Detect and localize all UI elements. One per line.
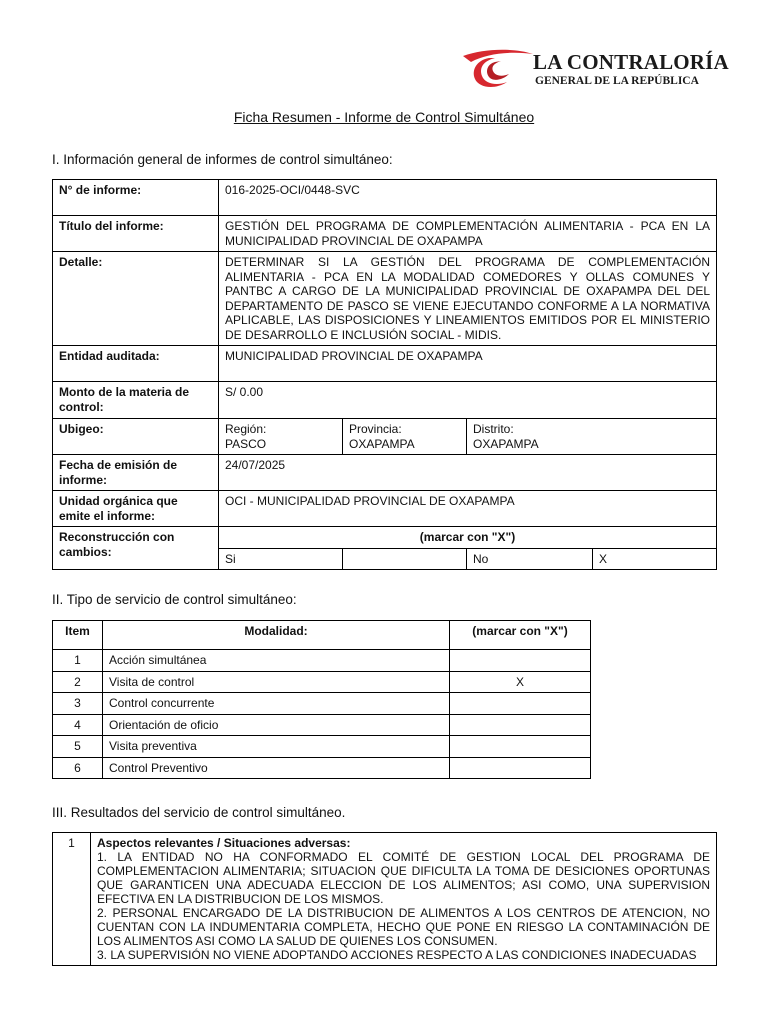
region-value: PASCO (225, 436, 267, 451)
row-modalidad: Orientación de oficio (103, 714, 450, 736)
row-modalidad: Control concurrente (103, 693, 450, 715)
general-info-table (52, 179, 717, 570)
distrito-label: Distrito: (473, 422, 514, 436)
service-type-header (53, 621, 591, 650)
results-table (52, 832, 717, 966)
provincia-value: OXAPAMPA (349, 436, 415, 451)
value-entidad: MUNICIPALIDAD PROVINCIAL DE OXAPAMPA (219, 346, 717, 382)
table-row (53, 693, 591, 715)
value-unidad: OCI - MUNICIPALIDAD PROVINCIAL DE OXAPAMPA (219, 491, 717, 527)
table-row (53, 736, 591, 758)
row-modalidad: Acción simultánea (103, 650, 450, 672)
ubigeo-provincia (343, 419, 467, 455)
service-type-table (52, 620, 591, 779)
value-titulo: GESTIÓN DEL PROGRAMA DE COMPLEMENTACIÓN ALIMENTARIA - PCA EN LA MUNICIPALIDAD PROVINCIAL DE OXAPAMPA (219, 216, 717, 252)
row-marca (450, 757, 591, 779)
header-marca: (marcar con "X") (450, 621, 591, 650)
label-fecha: Fecha de emisión de informe: (53, 455, 219, 491)
contraloria-emblem-icon (455, 46, 535, 94)
row-detalle (53, 252, 717, 346)
label-unidad: Unidad orgánica que emite el informe: (53, 491, 219, 527)
row-fecha (53, 455, 717, 491)
table-row (53, 671, 591, 693)
results-point: 1. LA ENTIDAD NO HA CONFORMADO EL COMITÉ DE GESTION LOCAL DEL PROGRAMA DE COMPLEMENTACION ALIMENTARIA; SITUACION QUE DIFICULTA LA TOMA DE DESICIONES OPORTUNAS QUE GARANTICEN UNA ADECUADA ELECCION DE LOS ALIMENTOS; ASI COMO, UNA SUPERVISION EFECTIVA EN LA DISTRIBUCION DE LOS MISMOS. (97, 850, 710, 906)
section2-heading: II. Tipo de servicio de control simultáneo: (52, 592, 297, 607)
contraloria-logo (455, 46, 729, 94)
row-item: 1 (53, 650, 103, 672)
value-fecha: 24/07/2025 (219, 455, 717, 491)
row-unidad (53, 491, 717, 527)
option-no-label: No (467, 548, 593, 570)
ubigeo-region (219, 419, 343, 455)
results-item-number: 1 (53, 833, 91, 966)
provincia-label: Provincia: (349, 422, 402, 436)
row-item: 4 (53, 714, 103, 736)
label-numero: N° de informe: (53, 180, 219, 216)
row-modalidad: Visita de control (103, 671, 450, 693)
row-marca (450, 693, 591, 715)
value-monto: S/ 0.00 (219, 382, 717, 419)
row-item: 2 (53, 671, 103, 693)
value-numero: 016-2025-OCI/0448-SVC (219, 180, 717, 216)
option-si-label: Si (219, 548, 343, 570)
row-item: 5 (53, 736, 103, 758)
table-row (53, 757, 591, 779)
row-marca: X (450, 671, 591, 693)
label-ubigeo: Ubigeo: (53, 419, 219, 455)
row-modalidad: Control Preventivo (103, 757, 450, 779)
row-marca (450, 650, 591, 672)
option-si-mark (343, 548, 467, 570)
header-modalidad: Modalidad: (103, 621, 450, 650)
label-titulo: Título del informe: (53, 216, 219, 252)
row-marca (450, 736, 591, 758)
document-title: Ficha Resumen - Informe de Control Simultáneo (233, 109, 535, 125)
row-numero (53, 180, 717, 216)
label-detalle: Detalle: (53, 252, 219, 346)
row-titulo (53, 216, 717, 252)
results-content (91, 833, 717, 966)
results-subheading: Aspectos relevantes / Situaciones adversas: (97, 836, 351, 850)
row-modalidad: Visita preventiva (103, 736, 450, 758)
section1-heading: I. Información general de informes de control simultáneo: (52, 152, 393, 167)
label-monto: Monto de la materia de control: (53, 382, 219, 419)
row-entidad (53, 346, 717, 382)
row-ubigeo (53, 419, 717, 455)
table-row (53, 714, 591, 736)
option-no-mark: X (593, 548, 717, 570)
region-label: Región: (225, 422, 267, 436)
results-point: 2. PERSONAL ENCARGADO DE LA DISTRIBUCION DE ALIMENTOS A LOS CENTROS DE ATENCION, NO CUENTAN CON LA INDUMENTARIA COMPLETA, HECHO QUE PONE EN RIESGO LA CONTAMINACIÓN DE LOS ALIMENTOS ASI COMO LA SALUD DE QUIENES LOS CONSUMEN. (97, 906, 710, 948)
results-point: 3. LA SUPERVISIÓN NO VIENE ADOPTANDO ACCIONES RESPECTO A LAS CONDICIONES INADECUADAS (97, 948, 697, 962)
logo-title: LA CONTRALORÍA (533, 50, 729, 74)
header-item: Item (53, 621, 103, 650)
row-monto (53, 382, 717, 419)
ubigeo-distrito (467, 419, 717, 455)
distrito-value: OXAPAMPA (473, 436, 539, 451)
reconstruccion-mark-header: (marcar con "X") (219, 527, 717, 549)
results-row (53, 833, 717, 966)
label-entidad: Entidad auditada: (53, 346, 219, 382)
row-marca (450, 714, 591, 736)
value-detalle: DETERMINAR SI LA GESTIÓN DEL PROGRAMA DE COMPLEMENTACIÓN ALIMENTARIA - PCA EN LA MODALIDAD COMEDORES Y OLLAS COMUNES Y PANTBC A CARGO DE LA MUNICIPALIDAD PROVINCIAL DE OXAPAMPA DEL DEL DEPARTAMENTO DE PASCO SE VIENE EJECUTANDO CONFORME A LA NORMATIVA APLICABLE, LAS DISPOSICIONES Y LINEAMIENTOS EMITIDOS POR EL MINISTERIO DE DESARROLLO E INCLUSIÓN SOCIAL - MIDIS. (219, 252, 717, 346)
section3-heading: III. Resultados del servicio de control simultáneo. (52, 805, 346, 820)
label-reconstruccion: Reconstrucción con cambios: (53, 527, 219, 570)
logo-subtitle: GENERAL DE LA REPÚBLICA (535, 75, 699, 87)
row-reconstruccion-header (53, 527, 717, 549)
row-item: 6 (53, 757, 103, 779)
row-item: 3 (53, 693, 103, 715)
table-row (53, 650, 591, 672)
